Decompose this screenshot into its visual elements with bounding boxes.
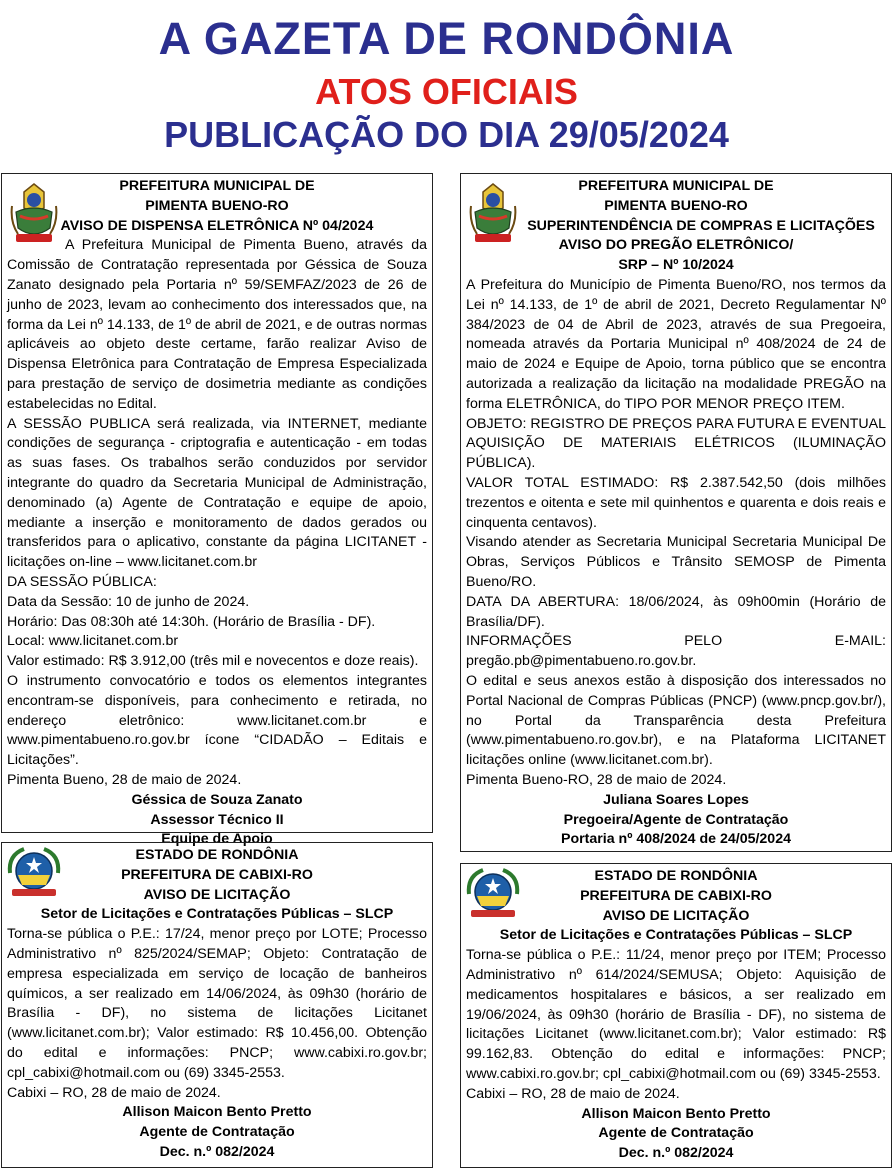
body-paragraph: O instrumento convocatório e todos os elementos integrantes encontram-se disponíveis, para conhecimento e retirada, no endereço eletrônico: www.licitanet.com.br e www.pimentabueno.ro.gov.br ícone “CIDADÃO – Editais e Licitações”. xyxy=(7,672,427,769)
notice-cabixi-lote xyxy=(1,842,433,1168)
org-name: PREFEITURA DE CABIXI-RO xyxy=(580,887,772,904)
body-paragraph: O edital e seus anexos estão à disposição dos interessados no Portal Nacional de Compras Públicas (PNCP) (www.pncp.gov.br/), no Portal da Transparência desta Prefeitura (www.pimentabueno.ro.gov.br), e na Plataforma LICITANET licitações online (www.licitanet.com.br). xyxy=(466,672,886,769)
signatory-name: Juliana Soares Lopes xyxy=(603,791,749,808)
body-paragraph: Valor estimado: R$ 3.912,00 (três mil e novecentos e doze reais). xyxy=(7,653,419,670)
body-paragraph: Torna-se pública o P.E.: 17/24, menor preço por LOTE; Processo Administrativo nº 825/2024/SEMAP; Objeto: Contratação de empresa especializada em serviço de locação de banheiros químicos, a ser realizado em 14/06/2024, às 09h30 (horário de Brasília - DF), no sistema de licitações Licitanet (www.licitanet.com.br); Valor estimado: R$ 10.456,00. Obtenção do edital e informações: PNCP; www.cabixi.ro.gov.br; cpl_cabixi@hotmail.com ou (69) 3345-2553. xyxy=(7,926,427,1081)
org-name-line2: PIMENTA BUENO-RO xyxy=(145,197,289,214)
notice-pimenta-bueno-dispensa xyxy=(1,173,433,848)
body-paragraph: A SESSÃO PUBLICA será realizada, via INTERNET, mediante condições de segurança - criptografia e autenticação - em todas as suas fases. Os trabalhos serão conduzidos por servidor integrante do quadro da Secretaria Municipal de Administração, denominado (a) Agente de Contratação e equipe de apoio, mediante a inserção e monitoramento de dados gerados ou transferidos para o aplicativo, constante da página LICITANET - licitações on-line – www.licitanet.com.br xyxy=(7,415,427,571)
notice-title: AVISO DE LICITAÇÃO xyxy=(602,907,750,924)
org-name-line2: PIMENTA BUENO-RO xyxy=(604,197,748,214)
notice-title: AVISO DE DISPENSA ELETRÔNICA Nº 04/2024 xyxy=(60,217,374,234)
body-paragraph: Horário: Das 08:30h até 14:30h. (Horário de Brasília - DF). xyxy=(7,613,376,630)
signatory-decree: Dec. n.º 082/2024 xyxy=(159,1143,275,1160)
pimenta-bueno-crest-icon xyxy=(10,182,58,248)
signatory-name: Allison Maicon Bento Pretto xyxy=(122,1104,312,1121)
signatory-role: Assessor Técnico II xyxy=(150,811,284,828)
body-paragraph: INFORMAÇÕES PELO E-MAIL: pregão.pb@pimentabueno.ro.gov.br. xyxy=(466,633,886,670)
body-paragraph: A Prefeitura Municipal de Pimenta Bueno, através da Comissão de Contratação representada por Géssica de Souza Zanato designado pela Portaria nº 59/SEMFAZ/2023 de 26 de junho de 2023, levam ao conhecimento dos interessados que, na forma da Lei nº 14.133, de 1º de abril de 2021, e de outras normas aplicáveis ao objeto deste certame, farão realizar Aviso de Dispensa Eletrônica para Contratação de Empresa Especializada para prestação de serviço de dosimetria mediante as condições estabelecidas no Edital. xyxy=(7,237,427,412)
notice-number: SRP – Nº 10/2024 xyxy=(618,257,734,274)
signatory-ordinance: Portaria nº 408/2024 de 24/05/2024 xyxy=(561,831,791,848)
org-department: SUPERINTENDÊNCIA DE COMPRAS E LICITAÇÕES xyxy=(527,217,875,234)
org-name: PREFEITURA DE CABIXI-RO xyxy=(121,866,313,883)
state-name: ESTADO DE RONDÔNIA xyxy=(135,847,299,863)
signatory-role: Pregoeira/Agente de Contratação xyxy=(563,811,789,828)
body-paragraph: DA SESSÃO PÚBLICA: xyxy=(7,573,157,590)
body-paragraph: Local: www.licitanet.com.br xyxy=(7,633,179,650)
state-name: ESTADO DE RONDÔNIA xyxy=(594,868,758,884)
cabixi-crest-icon xyxy=(463,866,523,920)
signatory-role: Agente de Contratação xyxy=(139,1124,295,1141)
body-paragraph: A Prefeitura do Município de Pimenta Bueno/RO, nos termos da Lei nº 14.133, de 1º de abril de 2021, Decreto Regulamentar Nº 384/2023 de 04 de Abril de 2023, através de sua Pregoeira, nomeada através da Portaria Municipal nº 408/2024 de 24 de maio de 2024 e Equipe de Apoio, torna público que se encontra autorizada a realização da licitação na modalidade PREGÃO na forma ELETRÔNICA, do TIPO POR MENOR PREÇO ITEM. xyxy=(466,276,886,412)
body-paragraph: VALOR TOTAL ESTIMADO: R$ 2.387.542,50 (dois milhões trezentos e oitenta e sete mil quinhentos e quarenta e dois reais e cinquenta centavos). xyxy=(466,474,886,531)
signatory-name: Géssica de Souza Zanato xyxy=(131,791,303,808)
body-paragraph: DATA DA ABERTURA: 18/06/2024, às 09h00min (Horário de Brasília/DF). xyxy=(466,593,886,630)
sector-name: Setor de Licitações e Contratações Públicas – SLCP xyxy=(499,927,853,944)
org-name-line1: PREFEITURA MUNICIPAL DE xyxy=(578,178,774,194)
sector-name: Setor de Licitações e Contratações Públicas – SLCP xyxy=(40,906,394,923)
notice-pimenta-bueno-pregao xyxy=(460,173,892,852)
body-paragraph: Torna-se pública o P.E.: 11/24, menor preço por ITEM; Processo Administrativo nº 614/2024/SEMUSA; Objeto: Aquisição de medicamentos hospitalares e básicos, a ser realizado em 19/06/2024, às 09h30 (horário de Brasília - DF), no sistema de licitações Licitanet (www.licitanet.com.br); Valor estimado: R$ 99.162,83. Obtenção do edital e informações: PNCP; www.cabixi.ro.gov.br; cpl_cabixi@hotmail.com ou (69) 3345-2553. xyxy=(466,947,886,1082)
signatory-team: Equipe de Apoio xyxy=(161,831,273,848)
body-paragraph: OBJETO: REGISTRO DE PREÇOS PARA FUTURA E EVENTUAL AQUISIÇÃO DE MATERIAIS ELÉTRICOS (ILUMINAÇÃO PÚBLICA). xyxy=(466,415,886,472)
pimenta-bueno-crest-icon xyxy=(469,182,517,248)
signatory-decree: Dec. n.º 082/2024 xyxy=(618,1145,734,1162)
org-name-line1: PREFEITURA MUNICIPAL DE xyxy=(119,178,315,194)
body-paragraph: Cabixi – RO, 28 de maio de 2024. xyxy=(7,1084,221,1101)
cabixi-crest-icon xyxy=(4,845,64,899)
notice-title: AVISO DE LICITAÇÃO xyxy=(143,886,291,903)
newspaper-title: A GAZETA DE RONDÔNIA xyxy=(158,13,735,64)
body-paragraph: Pimenta Bueno, 28 de maio de 2024. xyxy=(7,771,242,788)
notice-cabixi-item xyxy=(460,863,892,1168)
publication-date: PUBLICAÇÃO DO DIA 29/05/2024 xyxy=(164,114,729,155)
body-paragraph: Pimenta Bueno-RO, 28 de maio de 2024. xyxy=(466,771,727,788)
body-paragraph: Data da Sessão: 10 de junho de 2024. xyxy=(7,593,250,610)
notice-title: AVISO DO PREGÃO ELETRÔNICO/ xyxy=(558,237,794,254)
body-paragraph: Visando atender as Secretaria Municipal Secretaria Municipal De Obras, Serviços Públicos e Trânsito SEMOSP de Pimenta Bueno/RO. xyxy=(466,534,886,590)
body-paragraph: Cabixi – RO, 28 de maio de 2024. xyxy=(466,1085,680,1102)
signatory-role: Agente de Contratação xyxy=(598,1125,754,1142)
section-title: ATOS OFICIAIS xyxy=(315,71,578,112)
signatory-name: Allison Maicon Bento Pretto xyxy=(581,1105,771,1122)
